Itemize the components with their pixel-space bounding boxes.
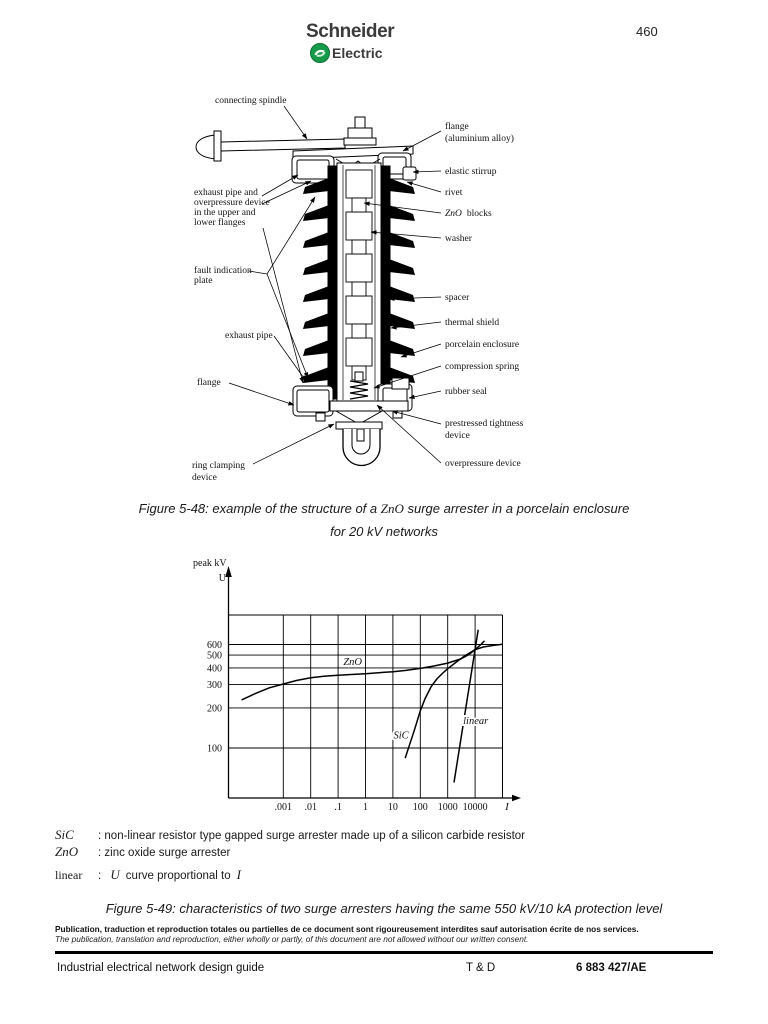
label-fault-plate-1: fault indication <box>194 266 252 276</box>
footer-rule <box>55 951 713 954</box>
label-flange-left: flange <box>197 378 221 388</box>
schneider-logo <box>306 21 394 63</box>
svg-text:10: 10 <box>387 802 398 813</box>
label-exhaust-group-4: lower flanges <box>194 218 246 228</box>
legend-row-sic: SiC : non-linear resistor type gapped surge arrester made up of a silicon carbide resistor <box>55 827 526 842</box>
copyright-notice <box>55 925 705 945</box>
svg-text:.01: .01 <box>304 802 317 813</box>
label-ring-clamping-1: ring clamping <box>192 461 246 471</box>
label-rubber-seal: rubber seal <box>445 387 487 397</box>
label-exhaust-group-1: exhaust pipe and <box>194 188 258 198</box>
label-prestressed-2: device <box>445 431 470 441</box>
caption-48-zno: ZnO <box>380 501 404 516</box>
svg-text:100: 100 <box>412 802 428 813</box>
svg-text:600: 600 <box>207 640 222 652</box>
svg-text:400: 400 <box>207 663 222 675</box>
svg-text:1: 1 <box>363 802 368 813</box>
caption-48-part2: surge arrester in a porcelain enclosure <box>403 501 630 516</box>
label-zno-blocks: ZnO blocks <box>445 209 492 219</box>
copyright-notice-en: The publication, translation and reproduction, either wholly or partly, of this document are not allowed without our written consent. <box>55 933 529 944</box>
label-compression-spring: compression spring <box>445 362 520 372</box>
label-elastic-stirrup: elastic stirrup <box>445 167 497 177</box>
figure-5-49-chart <box>150 548 550 828</box>
footer-division: T & D <box>466 962 496 974</box>
svg-text:200: 200 <box>207 703 222 715</box>
legend-row-linear: linear : U curve proportional to I <box>55 867 241 882</box>
figure-5-48-caption <box>0 501 768 539</box>
svg-text:U: U <box>218 573 226 584</box>
label-exhaust-group-3: in the upper and <box>194 208 256 218</box>
label-thermal-shield: thermal shield <box>445 318 500 328</box>
caption-48-line2: for 20 kV networks <box>330 524 438 539</box>
label-rivet: rivet <box>445 188 463 198</box>
label-prestressed-1: prestressed tightness <box>445 419 524 429</box>
figure-5-48-diagram <box>150 85 540 490</box>
schneider-logo-icon <box>310 43 330 63</box>
figure-5-49-caption: Figure 5-49: characteristics of two surge arresters having the same 550 kV/10 kA protection level <box>105 901 663 916</box>
label-flange-alu-1: flange <box>445 122 469 132</box>
label-flange-alu-2: (aluminium alloy) <box>445 134 514 144</box>
svg-text:100: 100 <box>207 743 222 755</box>
label-spacer: spacer <box>445 293 470 303</box>
svg-text:ZnO: ZnO <box>343 657 363 669</box>
arrester-drawing <box>196 117 416 466</box>
label-exhaust-pipe: exhaust pipe <box>225 331 273 341</box>
label-exhaust-group-2: overpressure device <box>194 198 270 208</box>
label-connecting-spindle: connecting spindle <box>215 96 287 106</box>
label-ring-clamping-2: device <box>192 473 217 483</box>
label-fault-plate-2: plate <box>194 276 213 286</box>
svg-text:300: 300 <box>207 680 222 692</box>
svg-text:500: 500 <box>207 650 222 662</box>
page-number: 460 <box>636 24 658 39</box>
footer-reference: 6 883 427/AE <box>576 962 647 974</box>
legend-row-zno: ZnO : zinc oxide surge arrester <box>55 844 231 859</box>
legend-term-zno: ZnO <box>55 844 79 859</box>
label-porcelain-enclosure: porcelain enclosure <box>445 340 520 350</box>
legend-term-sic: SiC <box>55 827 74 842</box>
label-washer: washer <box>445 234 472 244</box>
copyright-notice-fr: Publication, traduction et reproduction totales ou partielles de ce document sont rigoureusement interdites sauf autorisation écrite de nos services. <box>55 924 639 934</box>
caption-48-part1: Figure 5-48: example of the structure of a <box>138 501 381 516</box>
legend-u-symbol: U <box>110 867 120 882</box>
brand-sub: Electric <box>332 45 383 61</box>
legend-term-linear: linear <box>55 868 83 882</box>
svg-text:10000: 10000 <box>462 802 488 813</box>
footer-book-title: Industrial electrical network design guide <box>57 962 265 974</box>
label-overpressure-device: overpressure device <box>445 459 521 469</box>
legend-desc-sic: non-linear resistor type gapped surge arrester made up of a silicon carbide resistor <box>104 830 526 842</box>
svg-text:.1: .1 <box>334 802 342 813</box>
svg-text:1000: 1000 <box>437 802 458 813</box>
svg-text:SiC: SiC <box>393 730 409 742</box>
svg-text:I: I <box>505 801 509 813</box>
legend-desc-zno: zinc oxide surge arrester <box>104 847 231 859</box>
legend-i-symbol: I <box>236 867 241 882</box>
svg-text:linear: linear <box>463 715 489 727</box>
brand-name: Schneider <box>306 21 395 42</box>
svg-text:peak kV: peak kV <box>193 558 227 569</box>
svg-text:.001: .001 <box>274 802 293 813</box>
